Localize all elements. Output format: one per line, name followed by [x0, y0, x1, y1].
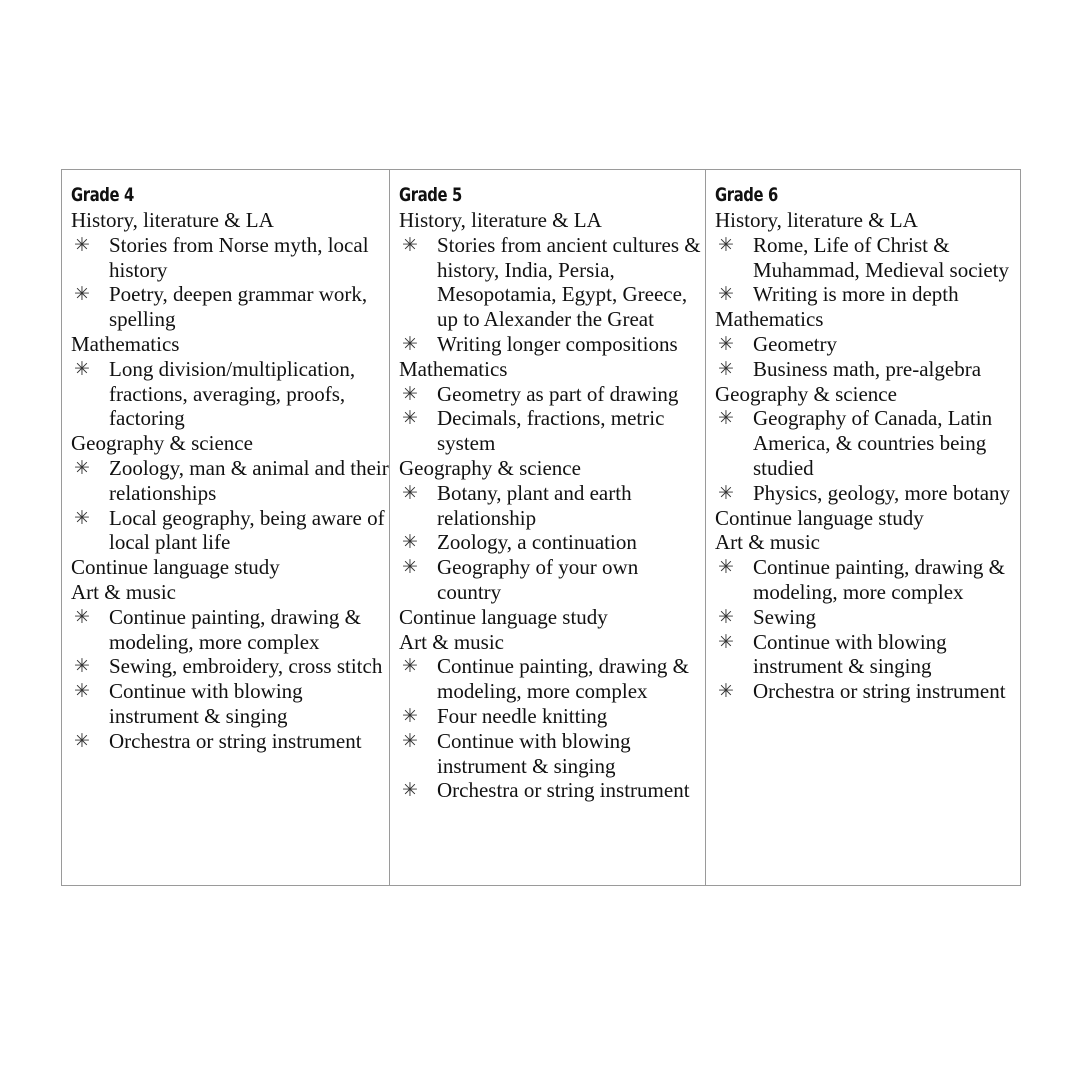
list-item: [399, 233, 705, 332]
asterisk-bullet-icon: ✳: [74, 729, 90, 752]
list-item-text: Continue with blowing instrument & singing: [753, 629, 947, 679]
list-item: [399, 654, 705, 704]
asterisk-bullet-icon: ✳: [74, 506, 90, 529]
list-item-text: Writing longer compositions: [437, 331, 678, 356]
asterisk-bullet-icon: ✳: [74, 357, 90, 380]
subject-heading: Geography & science: [399, 455, 581, 480]
asterisk-bullet-icon: ✳: [74, 655, 90, 678]
list-item: [71, 679, 389, 729]
asterisk-bullet-icon: ✳: [74, 233, 90, 256]
subject-heading: Geography & science: [71, 431, 253, 456]
list-item-text: Continue with blowing instrument & singing: [109, 679, 303, 728]
topic-list: [71, 456, 389, 555]
list-item-text: Business math, pre-algebra: [753, 356, 982, 381]
list-item: [399, 481, 705, 531]
subject-heading: Art & music: [71, 579, 176, 604]
list-item: [399, 406, 705, 456]
subject-heading: Mathematics: [715, 307, 824, 332]
list-item-text: Geography of Canada, Latin America, & countries being studied: [753, 406, 993, 480]
list-item-text: Orchestra or string instrument: [753, 679, 1006, 704]
list-item-text: Poetry, deepen grammar work, spelling: [109, 282, 368, 332]
list-item-text: Orchestra or string instrument: [109, 728, 362, 753]
curriculum-table: [61, 169, 1021, 886]
topic-list: [71, 605, 389, 754]
list-item-text: Sewing, embroidery, cross stitch: [109, 654, 383, 679]
asterisk-bullet-icon: ✳: [402, 556, 418, 579]
list-item: [71, 456, 389, 506]
subject-heading: History, literature & LA: [399, 208, 602, 232]
subject-heading: Art & music: [715, 530, 820, 555]
asterisk-bullet-icon: ✳: [718, 233, 734, 256]
asterisk-bullet-icon: ✳: [402, 729, 418, 752]
grade-heading: Grade 4: [71, 184, 134, 206]
topic-list: [715, 233, 1020, 307]
list-item-text: Botany, plant and earth relationship: [437, 480, 632, 530]
subject-heading: Mathematics: [71, 331, 180, 356]
asterisk-bullet-icon: ✳: [402, 382, 418, 405]
asterisk-bullet-icon: ✳: [402, 332, 418, 355]
asterisk-bullet-icon: ✳: [74, 283, 90, 306]
asterisk-bullet-icon: ✳: [718, 332, 734, 355]
grade-column: [389, 170, 705, 885]
asterisk-bullet-icon: ✳: [402, 655, 418, 678]
list-item-text: Orchestra or string instrument: [437, 778, 690, 803]
list-item: [715, 406, 1020, 480]
list-item-text: Geometry: [753, 331, 837, 356]
list-item: [71, 233, 389, 283]
list-item: [399, 555, 705, 605]
list-item: [399, 729, 705, 779]
list-item: [71, 282, 389, 332]
list-item: [399, 332, 705, 357]
list-item: [715, 332, 1020, 357]
list-item-text: Stories from ancient cultures & history, India, Persia, Mesopotamia, Egypt, Greece, up to Alexander the Great: [437, 232, 701, 332]
asterisk-bullet-icon: ✳: [718, 605, 734, 628]
subject-heading: Continue language study: [71, 555, 280, 580]
list-item-text: Local geography, being aware of local plant life: [109, 505, 385, 555]
list-item-text: Zoology, a continuation: [437, 530, 637, 555]
list-item: [71, 605, 389, 655]
list-item-text: Sewing: [753, 604, 816, 629]
asterisk-bullet-icon: ✳: [74, 680, 90, 703]
list-item: [399, 382, 705, 407]
subject-heading: Continue language study: [399, 604, 608, 629]
list-item: [715, 679, 1020, 704]
topic-list: [715, 555, 1020, 704]
topic-list: [71, 233, 389, 332]
list-item: [715, 282, 1020, 307]
list-item: [715, 357, 1020, 382]
topic-list: [399, 481, 705, 605]
list-item-text: Writing is more in depth: [753, 282, 959, 307]
asterisk-bullet-icon: ✳: [402, 481, 418, 504]
grade-heading: Grade 5: [399, 184, 462, 206]
grade-column: [705, 170, 1020, 885]
asterisk-bullet-icon: ✳: [718, 357, 734, 380]
list-item: [399, 530, 705, 555]
list-item: [71, 729, 389, 754]
asterisk-bullet-icon: ✳: [718, 556, 734, 579]
asterisk-bullet-icon: ✳: [718, 630, 734, 653]
list-item-text: Stories from Norse myth, local history: [109, 232, 369, 282]
list-item: [715, 605, 1020, 630]
asterisk-bullet-icon: ✳: [718, 283, 734, 306]
asterisk-bullet-icon: ✳: [74, 456, 90, 479]
list-item: [399, 778, 705, 803]
asterisk-bullet-icon: ✳: [402, 407, 418, 430]
asterisk-bullet-icon: ✳: [718, 481, 734, 504]
list-item: [715, 555, 1020, 605]
list-item-text: Long division/multiplication, fractions, averaging, proofs, factoring: [109, 356, 356, 431]
asterisk-bullet-icon: ✳: [718, 407, 734, 430]
list-item-text: Rome, Life of Christ & Muhammad, Medieval society: [753, 232, 1010, 282]
list-item: [715, 233, 1020, 283]
subject-heading: Mathematics: [399, 356, 508, 381]
list-item-text: Physics, geology, more botany: [753, 480, 1011, 505]
list-item-text: Geometry as part of drawing: [437, 381, 679, 406]
subject-heading: Art & music: [399, 629, 504, 654]
topic-list: [715, 332, 1020, 382]
asterisk-bullet-icon: ✳: [718, 680, 734, 703]
list-item: [71, 654, 389, 679]
list-item-text: Decimals, fractions, metric system: [437, 406, 665, 456]
list-item-text: Continue with blowing instrument & singing: [437, 728, 631, 778]
subject-heading: Continue language study: [715, 505, 924, 530]
asterisk-bullet-icon: ✳: [402, 531, 418, 554]
topic-list: [399, 233, 705, 357]
list-item-text: Zoology, man & animal and their relationships: [109, 455, 389, 505]
subject-heading: History, literature & LA: [71, 208, 274, 232]
grade-column: [62, 170, 389, 885]
grade-heading: Grade 6: [715, 184, 778, 206]
list-item: [715, 630, 1020, 680]
list-item: [71, 506, 389, 556]
topic-list: [715, 406, 1020, 505]
subject-heading: Geography & science: [715, 381, 897, 406]
asterisk-bullet-icon: ✳: [402, 779, 418, 802]
list-item-text: Continue painting, drawing & modeling, more complex: [753, 555, 1005, 604]
list-item-text: Continue painting, drawing & modeling, more complex: [109, 604, 361, 654]
asterisk-bullet-icon: ✳: [402, 233, 418, 256]
asterisk-bullet-icon: ✳: [402, 704, 418, 727]
list-item-text: Continue painting, drawing & modeling, more complex: [437, 654, 689, 704]
list-item-text: Geography of your own country: [437, 555, 639, 604]
list-item: [71, 357, 389, 431]
list-item: [399, 704, 705, 729]
asterisk-bullet-icon: ✳: [74, 605, 90, 628]
list-item-text: Four needle knitting: [437, 703, 608, 728]
topic-list: [71, 357, 389, 431]
topic-list: [399, 382, 705, 456]
topic-list: [399, 654, 705, 803]
list-item: [715, 481, 1020, 506]
subject-heading: History, literature & LA: [715, 208, 918, 232]
